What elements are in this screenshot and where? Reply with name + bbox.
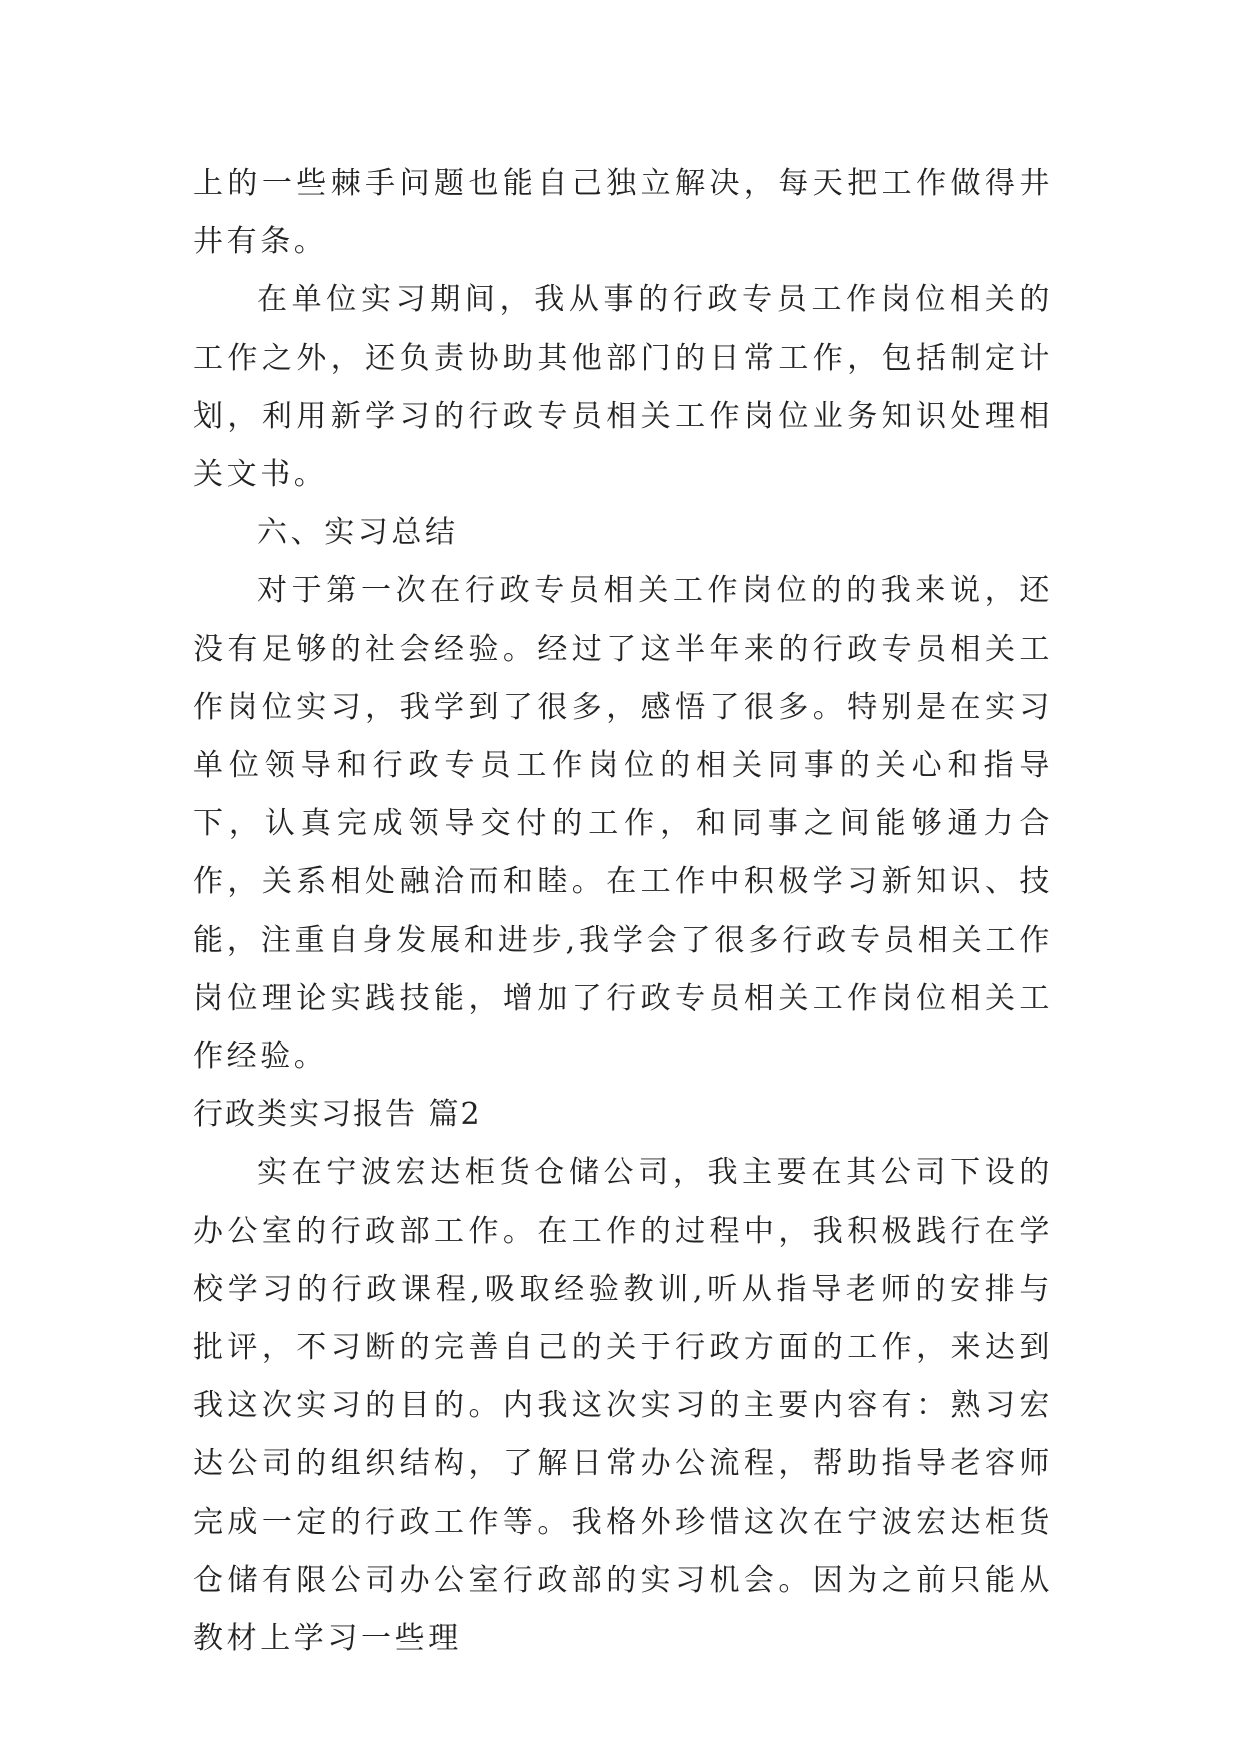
- section-heading: 行政类实习报告 篇2: [193, 1097, 482, 1133]
- paragraph-continuation: 上的一些棘手问题也能自己独立解决，每天把工作做得井井有条。: [193, 166, 1053, 260]
- document-page: [193, 155, 1053, 1668]
- paragraph-internship-duties: 在单位实习期间，我从事的行政专员工作岗位相关的工作之外，还负责协助其他部门的日常工作，包括制定计划，利用新学习的行政专员相关工作岗位业务知识处理相关文书。: [193, 282, 1053, 493]
- paragraph-section2-body: 实在宁波宏达柜货仓储公司，我主要在其公司下设的办公室的行政部工作。在工作的过程中，我积极践行在学校学习的行政课程,吸取经验教训,听从指导老师的安排与批评，不习断的完善自己的关于行政方面的工作，来达到我这次实习的目的。内我这次实习的主要内容有：熟习宏达公司的组织结构，了解日常办公流程，帮助指导老容师完成一定的行政工作等。我格外珍惜这次在宁波宏达柜货仓储有限公司办公室行政部的实习机会。因为之前只能从教材上学习一些理: [193, 1155, 1053, 1657]
- paragraph-summary-body: 对于第一次在行政专员相关工作岗位的的我来说，还没有足够的社会经验。经过了这半年来的行政专员相关工作岗位实习，我学到了很多，感悟了很多。特别是在实习单位领导和行政专员工作岗位的相关同事的关心和指导下，认真完成领导交付的工作，和同事之间能够通力合作，关系相处融洽而和睦。在工作中积极学习新知识、技能，注重自身发展和进步,我学会了很多行政专员相关工作岗位理论实践技能，增加了行政专员相关工作岗位相关工作经验。: [193, 573, 1053, 1075]
- subheading-internship-summary: 六、实习总结: [257, 515, 459, 551]
